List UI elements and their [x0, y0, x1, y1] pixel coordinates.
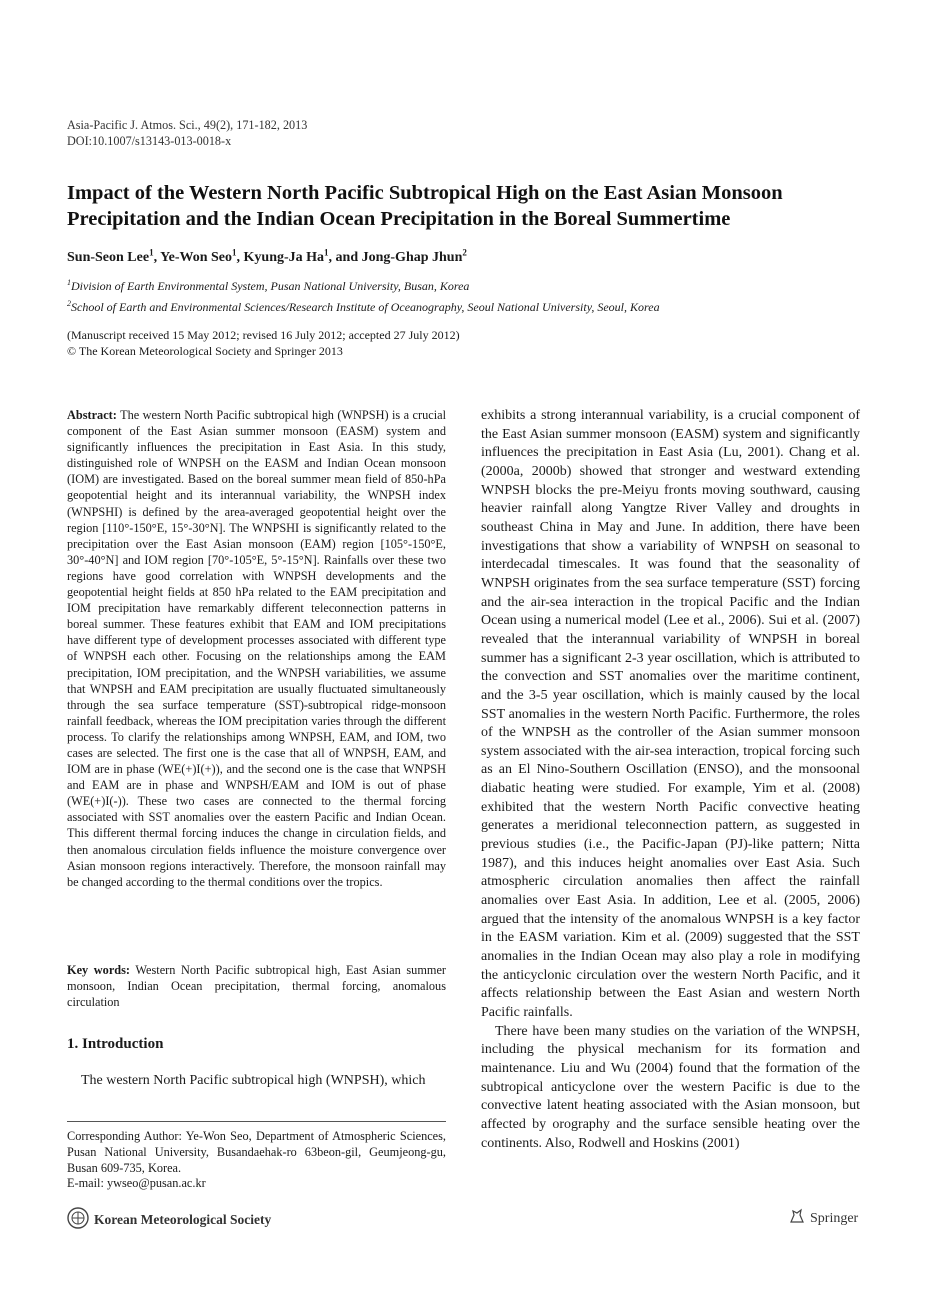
- body-paragraph: There have been many studies on the variation of the WNPSH, including the physical mechanism for its formation and maintenance. Liu and Wu (2004) found that the formation of the subtropical anticyclone over the western Pacific is due to the convective latent heating associated with the Asian monsoon, but affected by orography and the surface sensible heating over the continents. Also, Rodwell and Hoskins (2001): [481, 1023, 860, 1151]
- abstract-text: The western North Pacific subtropical high (WNPSH) is a crucial component of the East Asian summer monsoon (EASM) system and significantly influences the precipitation in East Asia. In this study, distinguished role of WNPSH on the EASM and Indian Ocean monsoon (IOM) are investigated. Based on the boreal summer mean field of 850-hPa geopotential height and its interannual variability, the WNPSH index (WNPSHI) is defined by the area-averaged geopotential height over the region [110°-150°E, 15°-30°N]. The WNPSHI is significantly related to the precipitation over the East Asian monsoon (EAM) region [105°-150°E, 30°-40°N] and IOM region [70°-105°E, 5°-15°N]. Rainfalls over these two regions have good correlation with WNPSH developments and the geopotential height fields at 850 hPa related to the EAM precipitation and IOM precipitation have remarkably different teleconnection patterns in boreal summer. These features exhibit that EAM and IOM precipitations have different type of development processes associated with different type of WNPSH each other. Focusing on the relationships among the EAM precipitation, IOM precipitation, and the WNPSH variabilities, we assume that WNPSH and EAM precipitation are usually fluctuated simultaneously through the sea surface temperature (SST)-subtropical ridge-monsoon rainfall feedback, whereas the IOM precipitation varies through the different process. To clarify the relationships among WNPSH, EAM, and IOM, two cases are selected. The first one is the case that all of WNPSH, EAM, and IOM are in phase (WE(+)I(+)), and the second one is the case that WNPSH and EAM are in phase and WNPSH/EAM and IOM is out of phase (WE(+)I(-)). These two cases are connected to the thermal forcing associated with SST anomalies over the eastern Pacific and Indian Ocean. This different thermal forcing induces the change in circulation fields, and then anomalous circulation fields influence the moisture convergence over Asian monsoon regions interactively. Therefore, the monsoon rainfall may be changed according to the thermal conditions over the tropics.: [67, 408, 446, 889]
- author-list: [67, 247, 467, 266]
- author: Ye-Won Seo$^1$,: [160, 247, 244, 265]
- abstract: [67, 407, 446, 890]
- email[interactable]: E-mail: ywseo@pusan.ac.kr: [67, 1176, 206, 1191]
- manuscript-info: [67, 327, 460, 359]
- publisher-name: Springer: [810, 1210, 859, 1226]
- affiliation: $^2$School of Earth and Environmental Sciences/Research Institute of Oceanography, Seoul National University, Seoul, Korea: [67, 299, 660, 314]
- doi: DOI:10.1007/s13143-013-0018-x: [67, 134, 232, 148]
- abstract-label: Abstract:: [67, 408, 117, 422]
- springer-horse-icon: [788, 1207, 806, 1230]
- author: Sun-Seon Lee$^1$,: [67, 247, 161, 265]
- author: Jong-Ghap Jhun$^2$: [361, 247, 467, 265]
- society-name: Korean Meteorological Society: [94, 1212, 272, 1227]
- right-column: [481, 407, 860, 1153]
- keywords: [67, 962, 446, 1010]
- kms-logo-icon: [67, 1207, 89, 1233]
- paper-title: [67, 180, 867, 232]
- keywords-text: Western North Pacific subtropical high, East Asian summer monsoon, Indian Ocean precipitation, thermal forcing, anomalous circulation: [67, 963, 447, 1010]
- correspondence: [67, 1129, 446, 1192]
- section-heading: 1. Introduction: [67, 1036, 164, 1052]
- publisher-footer: [788, 1207, 858, 1230]
- affiliations: [67, 274, 887, 316]
- body-paragraph: exhibits a strong interannual variability, is a crucial component of the East Asian summer monsoon (EASM) system and significantly influences the precipitation in East Asia (Lu, 2001). Chang et al. (2000a, 2000b) showed that stronger and westward extending WNPSH blocks the pre-Meiyu fronts moving southward, causing heavier rainfall along Yangtze River Valley and droughts in southeast China in May and June. In addition, there have been investigations that show a variability of WNPSH on seasonal to interdecadal timescales. It was found that the seasonality of WNPSH originates from the sea surface temperature (SST) forcing and the air-sea interaction in the tropical Pacific and the Indian Ocean using a numerical model (Lee et al., 2006). Sui et al. (2007) revealed that the interannual variability of WNPSH in boreal summer has a significant 2-3 year oscillation, which is attributed to the convection and SST anomalies over the maritime continent, and the 3-5 year oscillation, which is mainly caused by the local SST anomalies in the western North Pacific. Furthermore, the roles of the WNPSH as the controller of the Asian summer monsoon system associated with the air-sea interaction, tropical forcing such as an El Nino-Southern Oscillation (ENSO), and the monsoonal diabatic heating were studied. For example, Yim et al. (2008) exhibited that the western North Pacific convective heating generates a meridional teleconnection pattern, as suggested in previous studies (i.e., the Pacific-Japan (PJ)-like pattern; Nitta 1987), and this induces height anomalies over East Asia. Such atmospheric circulation anomalies then affect the rainfall anomalies over East Asia. In addition, Lee et al. (2005, 2006) argued that the intensity of the anomalous WNPSH is a key factor in the EASM variation. Kim et al. (2009) suggested that the SST anomalies in the Indian Ocean may also play a role in modifying the anticyclonic circulation over the western North Pacific, and it affects relationship between the East Asian and western North Pacific rainfalls.: [481, 408, 860, 1020]
- affiliation: $^1$Division of Earth Environmental System, Pusan National University, Busan, Korea: [67, 278, 470, 293]
- corresponding-author: Corresponding Author: Ye-Won Seo, Department of Atmospheric Sciences, Pusan National University, Busandaehak-ro 63beon-gil, Geumjeong-gu, Busan 609-735, Korea.: [67, 1129, 446, 1175]
- title-line-1: Impact of the Western North Pacific Subtropical High on the East Asian Monsoon: [67, 182, 783, 204]
- manuscript-dates: (Manuscript received 15 May 2012; revised 16 July 2012; accepted 27 July 2012): [67, 328, 460, 342]
- footnote-divider: [67, 1121, 446, 1122]
- author: Kyung-Ja Ha$^1$, and: [243, 247, 362, 265]
- intro-paragraph: The western North Pacific subtropical high (WNPSH), which: [81, 1073, 426, 1088]
- copyright: © The Korean Meteorological Society and Springer 2013: [67, 344, 343, 358]
- title-line-2: Precipitation and the Indian Ocean Precipitation in the Boreal Summertime: [67, 208, 731, 230]
- journal-header: [67, 117, 307, 149]
- citation: Asia-Pacific J. Atmos. Sci., 49(2), 171-182, 2013: [67, 118, 308, 132]
- keywords-label: Key words:: [67, 963, 131, 977]
- society-footer: [67, 1207, 271, 1233]
